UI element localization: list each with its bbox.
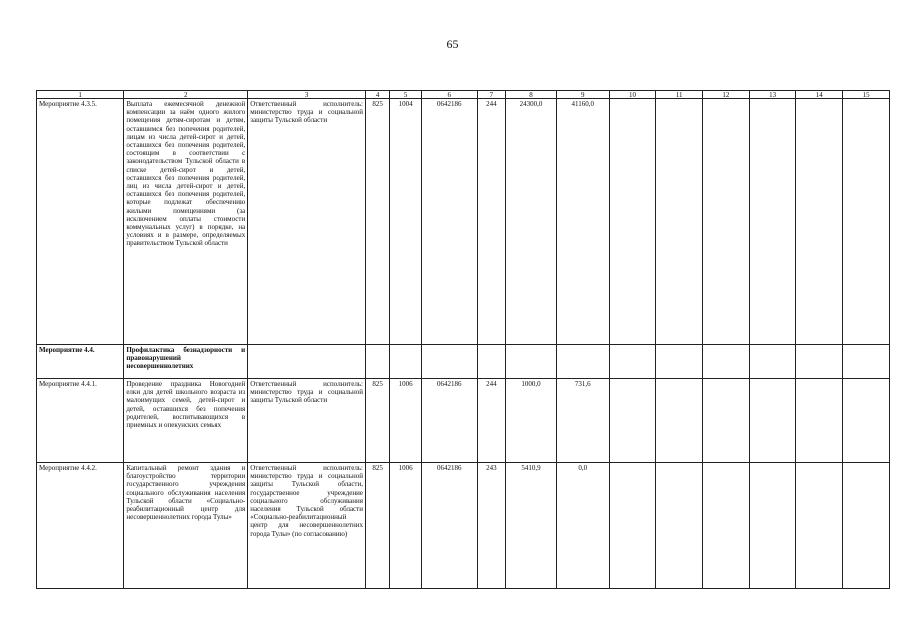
empty-cell [796, 345, 843, 379]
empty-cell [749, 463, 796, 589]
table-row [37, 99, 890, 345]
header-cell: 5 [390, 91, 421, 99]
measure-id: Мероприятие 4.4. [37, 345, 124, 379]
cell-csr: 0642186 [421, 99, 477, 345]
empty-cell [703, 99, 750, 345]
cell-csr: 0642186 [421, 463, 477, 589]
header-cell: 11 [656, 91, 703, 99]
measure-name: Капитальный ремонт здания и благоустройство территории государственного учреждения социального обслуживания населения Тульской области «Социально-реабилитационный центр для несовершеннолетних города Тулы» [124, 463, 248, 589]
cell-rzpr: 1004 [390, 99, 421, 345]
measure-executor: Ответственный исполнитель: министерство труда и социальной защиты Тульской области [248, 99, 366, 345]
empty-cell [609, 463, 656, 589]
empty-cell [749, 345, 796, 379]
header-cell: 9 [556, 91, 609, 99]
empty-cell [656, 345, 703, 379]
measure-executor: Ответственный исполнитель: министерство труда и социальной защиты Тульской области [248, 379, 366, 463]
header-cell: 2 [124, 91, 248, 99]
header-cell: 3 [248, 91, 366, 99]
header-cell: 14 [796, 91, 843, 99]
empty-cell [609, 379, 656, 463]
program-table [36, 90, 890, 589]
table-row [37, 463, 890, 589]
header-cell: 8 [506, 91, 557, 99]
cell-rzpr: 1006 [390, 463, 421, 589]
header-cell: 10 [609, 91, 656, 99]
header-cell: 12 [703, 91, 750, 99]
empty-cell [656, 379, 703, 463]
cell-amount-9: 731,6 [556, 379, 609, 463]
header-cell: 7 [477, 91, 505, 99]
cell-grbs: 825 [365, 379, 389, 463]
measure-id: Мероприятие 4.4.1. [37, 379, 124, 463]
measure-id: Мероприятие 4.4.2. [37, 463, 124, 589]
empty-cell [796, 463, 843, 589]
cell-amount-9: 41160,0 [556, 99, 609, 345]
empty-cell [843, 345, 890, 379]
measure-name: Профилактика безнадзорности и правонарушений несовершеннолетних [124, 345, 248, 379]
empty-cell [390, 345, 421, 379]
cell-vr: 243 [477, 463, 505, 589]
empty-cell [421, 345, 477, 379]
empty-cell [506, 345, 557, 379]
empty-cell [609, 345, 656, 379]
cell-grbs: 825 [365, 463, 389, 589]
measure-name: Выплата ежемесячной денежной компенсации за наём одного жилого помещения детям-сиротам и детям, оставшимся без попечения родителей, лицам из числа детей-сирот и детей, оставшихся без попечения родителей, состоящим в соответствии с законодательством Тульской области в списке детей-сирот и детей, оставшихся без попечения родителей, лиц из числа детей-сирот и детей, оставшихся без попечения родителей, которые подлежат обеспечению жилыми помещениями (за исключением оплаты стоимости коммунальных услуг) в порядке, на условиях и в размере, определяемых правительством Тульской области [124, 99, 248, 345]
empty-cell [703, 345, 750, 379]
empty-cell [749, 99, 796, 345]
empty-cell [556, 345, 609, 379]
header-row [37, 91, 890, 99]
cell-vr: 244 [477, 99, 505, 345]
page-number: 65 [446, 37, 459, 51]
header-cell: 13 [749, 91, 796, 99]
header-cell: 15 [843, 91, 890, 99]
cell-amount-8: 1000,0 [506, 379, 557, 463]
header-cell: 4 [365, 91, 389, 99]
empty-cell [843, 379, 890, 463]
empty-cell [796, 379, 843, 463]
empty-cell [477, 345, 505, 379]
cell-amount-8: 5410,9 [506, 463, 557, 589]
table-row [37, 379, 890, 463]
cell-vr: 244 [477, 379, 505, 463]
empty-cell [248, 345, 366, 379]
cell-csr: 0642186 [421, 379, 477, 463]
empty-cell [796, 99, 843, 345]
empty-cell [703, 463, 750, 589]
cell-amount-9: 0,0 [556, 463, 609, 589]
cell-grbs: 825 [365, 99, 389, 345]
header-cell: 6 [421, 91, 477, 99]
cell-rzpr: 1006 [390, 379, 421, 463]
empty-cell [656, 463, 703, 589]
header-cell: 1 [37, 91, 124, 99]
table-row [37, 345, 890, 379]
measure-id: Мероприятие 4.3.5. [37, 99, 124, 345]
empty-cell [365, 345, 389, 379]
empty-cell [843, 463, 890, 589]
cell-amount-8: 24300,0 [506, 99, 557, 345]
empty-cell [749, 379, 796, 463]
empty-cell [843, 99, 890, 345]
measure-executor: Ответственный исполнитель: министерство труда и социальной защиты Тульской области, государственное учреждение социального обслуживания населения Тульской области «Социально-реабилитационный центр для несовершеннолетних города Тулы» (по согласованию) [248, 463, 366, 589]
measure-name: Проведение праздника Новогодней елки для детей школьного возраста из малоимущих семей, детей-сирот и детей, оставшихся без попечения родителей, воспитывающихся в приемных и опекунских семьях [124, 379, 248, 463]
empty-cell [703, 379, 750, 463]
empty-cell [609, 99, 656, 345]
empty-cell [656, 99, 703, 345]
